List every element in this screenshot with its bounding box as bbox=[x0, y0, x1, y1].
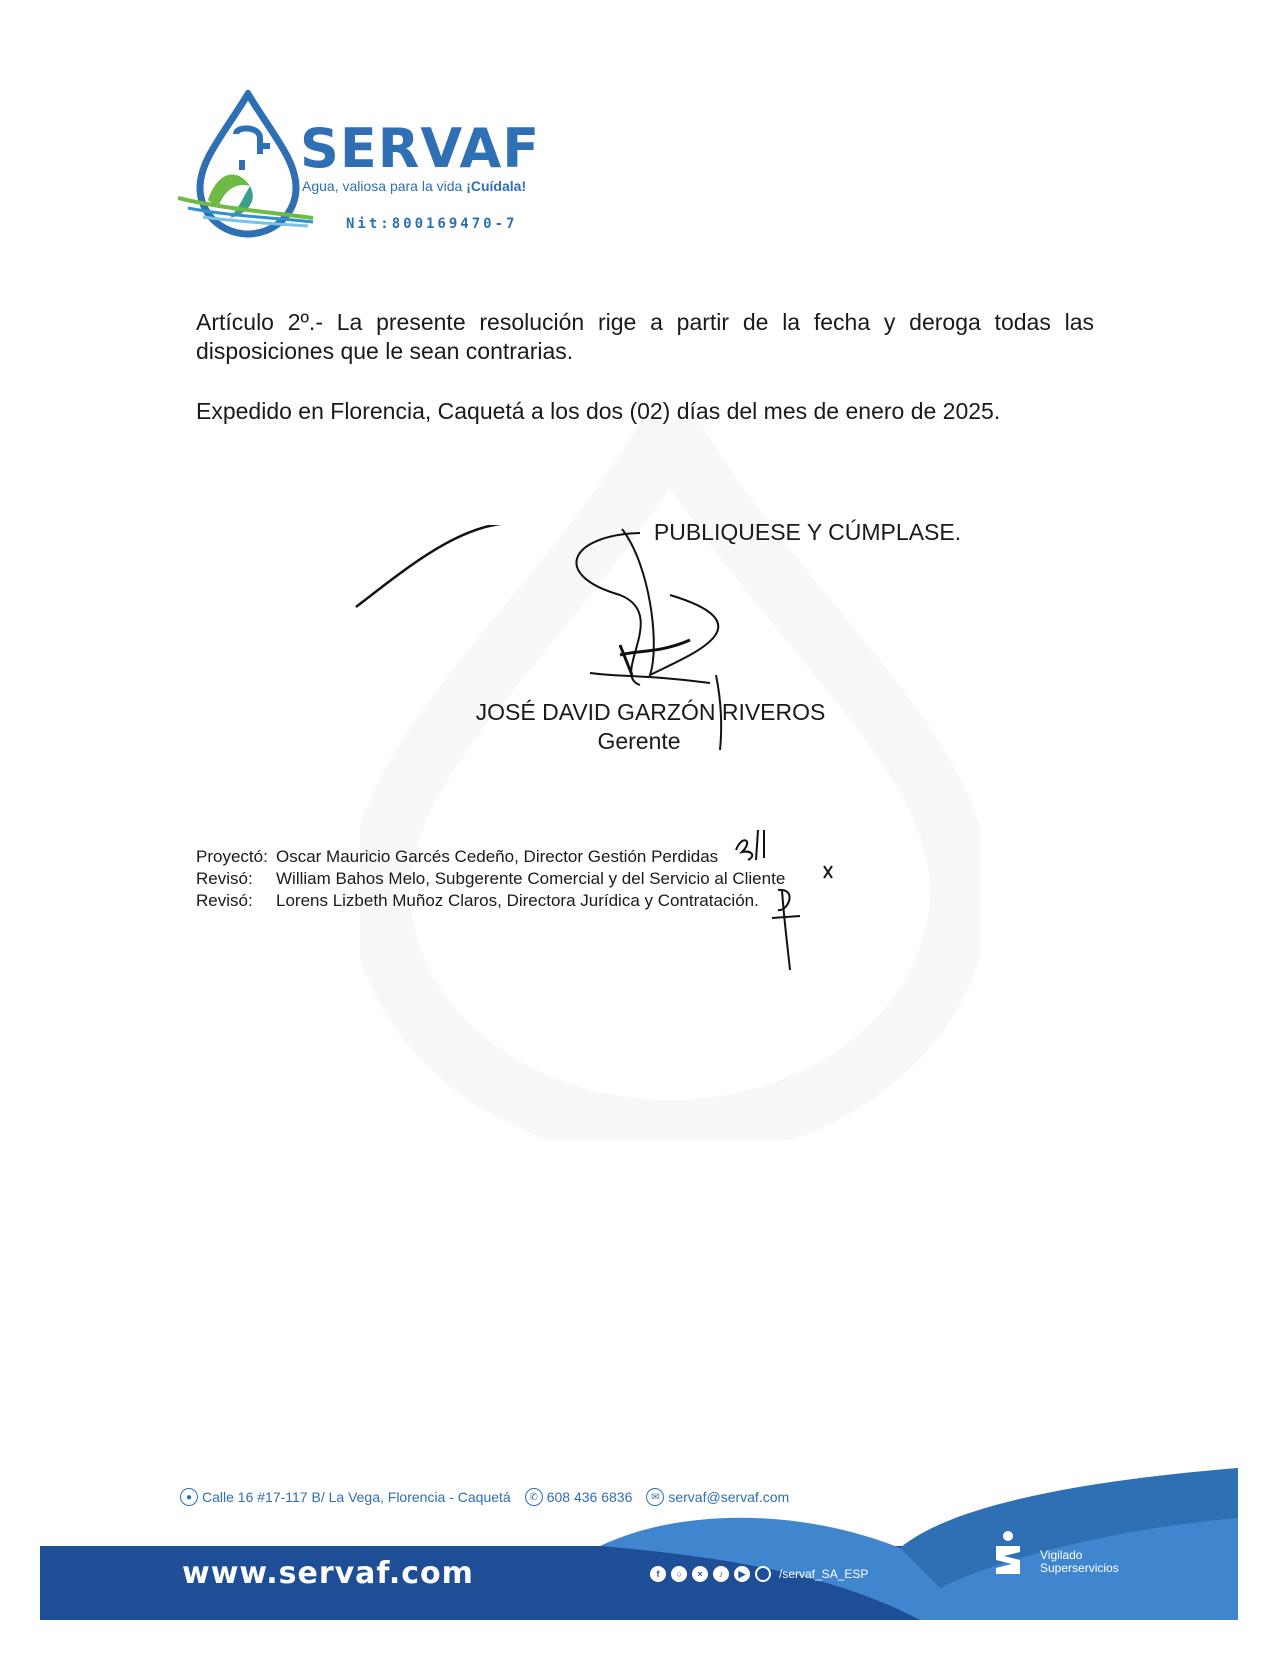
facebook-icon: f bbox=[650, 1566, 666, 1582]
review-row bbox=[196, 846, 785, 868]
supervisor-label: Vigilado Superservicios bbox=[1040, 1548, 1119, 1575]
review-person: Oscar Mauricio Garcés Cedeño, Director Gestión Perdidas bbox=[276, 847, 719, 866]
issued-paragraph: Expedido en Florencia, Caquetá a los dos (02) días del mes de enero de 2025. bbox=[196, 398, 1001, 424]
review-row bbox=[196, 890, 785, 912]
signer-name: JOSÉ DAVID GARZÓN RIVEROS bbox=[475, 699, 826, 725]
instagram-icon: ○ bbox=[671, 1566, 687, 1582]
review-role: Proyectó: bbox=[196, 847, 268, 866]
whatsapp-icon bbox=[755, 1566, 771, 1582]
email-icon: ✉ bbox=[646, 1488, 664, 1506]
review-role: Revisó: bbox=[196, 891, 253, 910]
brand-name: SERVAF bbox=[300, 117, 541, 180]
company-logo bbox=[178, 90, 558, 240]
signer-role: Gerente bbox=[597, 728, 681, 754]
social-links bbox=[650, 1566, 868, 1582]
review-person: Lorens Lizbeth Muñoz Claros, Directora Jurídica y Contratación. bbox=[276, 891, 759, 910]
nit-number: Nit:800169470-7 bbox=[346, 216, 518, 232]
email-text: servaf@servaf.com bbox=[668, 1489, 790, 1505]
x-icon: × bbox=[692, 1566, 708, 1582]
phone-text: 608 436 6836 bbox=[546, 1489, 633, 1505]
review-row bbox=[196, 868, 785, 890]
closing-formula: PUBLIQUESE Y CÚMPLASE. bbox=[653, 519, 962, 545]
review-list bbox=[196, 846, 785, 912]
youtube-icon: ▶ bbox=[734, 1566, 750, 1582]
review-person: William Bahos Melo, Subgerente Comercial y del Servicio al Cliente bbox=[276, 869, 786, 888]
phone-icon: ✆ bbox=[525, 1488, 543, 1506]
address-text: Calle 16 #17-117 B/ La Vega, Florencia - Caquetá bbox=[202, 1489, 511, 1505]
website-url: www.servaf.com bbox=[182, 1556, 474, 1591]
social-handle: /servaf_SA_ESP bbox=[779, 1567, 869, 1581]
location-pin-icon: ● bbox=[180, 1488, 198, 1506]
brand-tagline: Agua, valiosa para la vida ¡Cuídala! bbox=[302, 178, 527, 194]
article-paragraph: Artículo 2º.- La presente resolución rige a partir de la fecha y deroga todas las disposiciones que le sean contrarias. bbox=[196, 309, 1094, 364]
tiktok-icon: ♪ bbox=[713, 1566, 729, 1582]
water-drop-icon bbox=[178, 90, 318, 240]
handwritten-initials bbox=[728, 820, 848, 980]
review-role: Revisó: bbox=[196, 869, 253, 888]
